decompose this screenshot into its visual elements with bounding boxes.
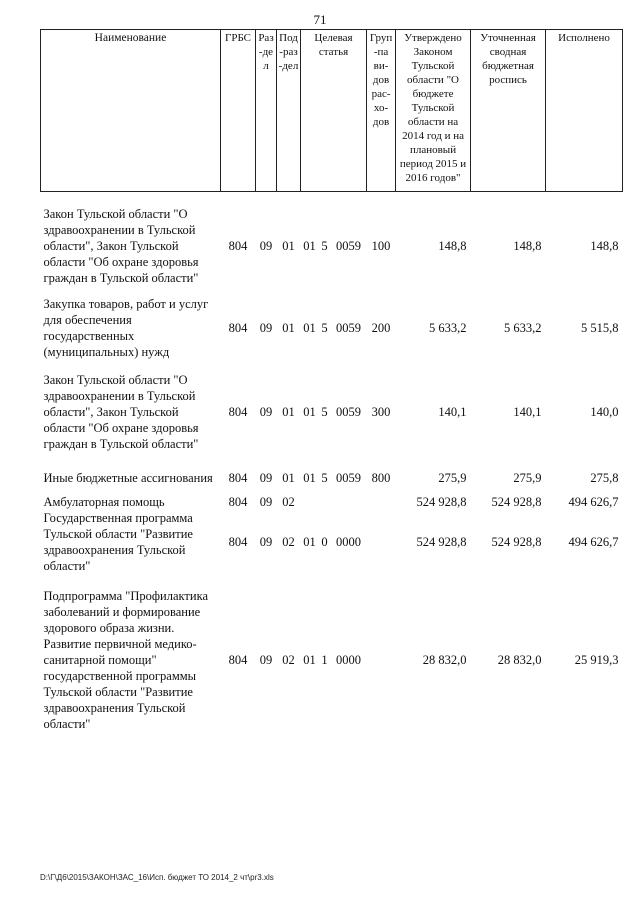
row-target-part3: 0000: [336, 535, 362, 549]
row-approved: 28 832,0: [422, 653, 467, 667]
row-target-part2: 5: [321, 405, 328, 419]
row-grbs: 804: [228, 495, 248, 509]
table-row: [41, 206, 623, 286]
row-target-part1: 01: [303, 321, 316, 335]
row-target-part1: [301, 494, 319, 510]
row-approved: 524 928,8: [416, 495, 467, 509]
row-target-part1: 01: [303, 653, 316, 667]
row-razdel: 09: [259, 321, 273, 335]
row-executed: 494 626,7: [568, 495, 619, 509]
row-podrazdel: 02: [282, 495, 295, 509]
table-row: [41, 372, 623, 452]
table-row: [41, 510, 623, 574]
budget-table: [40, 29, 623, 732]
row-approved: 275,9: [438, 471, 467, 485]
page-number: 71: [313, 12, 327, 27]
row-group: [367, 588, 396, 732]
row-name: Подпрограмма "Профилактика заболеваний и формирование здорового образа жизни. Развитие первичной медико-санитарной помощи" государственной программы Тульской области "Развитие здравоохранения Тульской области": [43, 589, 208, 731]
row-name: Амбулаторная помощь: [43, 495, 165, 509]
row-target-part2: 5: [321, 321, 328, 335]
row-grbs: 804: [228, 405, 248, 419]
row-target-part1: 01: [303, 535, 316, 549]
header-razdel: Раз-дел: [256, 30, 277, 192]
row-group: [367, 510, 396, 574]
header-name: Наименование: [41, 30, 221, 192]
row-group: 200: [371, 321, 391, 335]
row-razdel: 09: [259, 471, 273, 485]
row-approved: 140,1: [438, 405, 467, 419]
row-executed: 494 626,7: [568, 535, 619, 549]
header-podrazdel: Под-раз-дел: [277, 30, 301, 192]
row-razdel: 09: [259, 239, 273, 253]
row-approved: 148,8: [438, 239, 467, 253]
row-group: 100: [371, 239, 391, 253]
row-podrazdel: 02: [282, 653, 295, 667]
row-target-part1: 01: [303, 471, 316, 485]
row-target-part2: 0: [321, 535, 328, 549]
row-target-part2: [319, 494, 331, 510]
row-specified: 148,8: [513, 239, 542, 253]
row-executed: 275,8: [590, 471, 619, 485]
header-group: Груп-па ви-дов рас-хо-дов: [367, 30, 396, 192]
row-podrazdel: 01: [282, 471, 295, 485]
row-name: Закон Тульской области "О здравоохранении в Тульской области", Закон Тульской области "Об охране здоровья граждан в Тульской области": [43, 207, 199, 285]
row-grbs: 804: [228, 239, 248, 253]
row-group: [367, 494, 396, 510]
row-podrazdel: 01: [282, 239, 295, 253]
row-razdel: 09: [259, 535, 273, 549]
row-group: 300: [371, 405, 391, 419]
header-target: Целевая статья: [301, 30, 367, 192]
row-target-part3: 0000: [336, 653, 362, 667]
row-target-part2: 1: [321, 653, 328, 667]
row-grbs: 804: [228, 653, 248, 667]
row-target-part3: 0059: [336, 239, 362, 253]
row-name: Государственная программа Тульской области "Развитие здравоохранения Тульской области": [43, 511, 193, 573]
header-executed: Исполнено: [546, 30, 623, 192]
table-row: [41, 296, 623, 360]
header-approved: Утверждено Законом Тульской области "О бюджете Тульской области на 2014 год и на плановый период 2015 и 2016 годов": [396, 30, 471, 192]
row-podrazdel: 01: [282, 321, 295, 335]
row-name: Закупка товаров, работ и услуг для обеспечения государственных (муниципальных) нужд: [43, 297, 209, 359]
row-name: Иные бюджетные ассигнования: [43, 471, 213, 485]
row-executed: 148,8: [590, 239, 619, 253]
row-specified: 28 832,0: [497, 653, 542, 667]
row-target-part3: 0059: [336, 321, 362, 335]
row-grbs: 804: [228, 321, 248, 335]
file-path-footer: D:\Г\Д6\2015\ЗАКОН\ЗАС_16\Исп. бюджет ТО 2014_2 чт\pr3.xls: [40, 873, 274, 882]
row-target-part3: 0059: [336, 471, 362, 485]
row-approved: 524 928,8: [416, 535, 467, 549]
row-executed: 25 919,3: [574, 653, 619, 667]
row-specified: 524 928,8: [491, 495, 542, 509]
row-executed: 5 515,8: [581, 321, 619, 335]
row-podrazdel: 01: [282, 405, 295, 419]
row-grbs: 804: [228, 535, 248, 549]
row-specified: 140,1: [513, 405, 542, 419]
header-grbs: ГРБС: [221, 30, 256, 192]
row-name: Закон Тульской области "О здравоохранении в Тульской области", Закон Тульской области "Об охране здоровья граждан в Тульской области": [43, 373, 199, 451]
row-grbs: 804: [228, 471, 248, 485]
row-specified: 5 633,2: [504, 321, 542, 335]
row-specified: 275,9: [513, 471, 542, 485]
row-approved: 5 633,2: [429, 321, 467, 335]
row-razdel: 09: [259, 653, 273, 667]
row-target-part2: 5: [321, 239, 328, 253]
row-target-part1: 01: [303, 405, 316, 419]
table-row: [41, 588, 623, 732]
row-target-part3: 0059: [336, 405, 362, 419]
row-target-part3: [331, 494, 367, 510]
row-razdel: 09: [259, 405, 273, 419]
table-row: [41, 494, 623, 510]
table-header-row: [41, 30, 623, 192]
table-row: [41, 470, 623, 486]
row-group: 800: [371, 471, 391, 485]
row-target-part2: 5: [321, 471, 328, 485]
row-specified: 524 928,8: [491, 535, 542, 549]
row-podrazdel: 02: [282, 535, 295, 549]
row-razdel: 09: [259, 495, 273, 509]
header-specified: Уточненная сводная бюджетная роспись: [471, 30, 546, 192]
row-executed: 140,0: [590, 405, 619, 419]
row-target-part1: 01: [303, 239, 316, 253]
